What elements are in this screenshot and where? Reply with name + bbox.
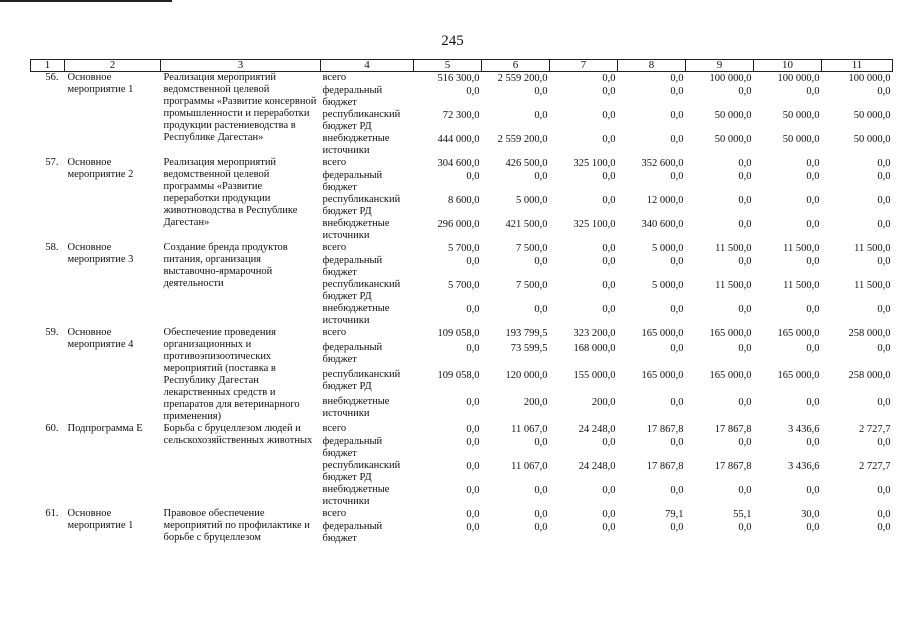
row-number: 57. bbox=[45, 157, 59, 168]
table-row bbox=[31, 423, 893, 436]
amount-cell: 0,0 bbox=[466, 304, 480, 315]
amount-cell: 0,0 bbox=[806, 86, 820, 97]
amount-cell: 79,1 bbox=[665, 509, 684, 520]
amount-cell: 168 000,0 bbox=[573, 342, 616, 354]
amount-cell: 24 248,0 bbox=[578, 424, 616, 435]
funding-source: внебюджетные источники bbox=[322, 484, 390, 507]
amount-cell: 8 600,0 bbox=[448, 195, 480, 206]
amount-cell: 0,0 bbox=[738, 485, 752, 496]
amount-cell: 0,0 bbox=[466, 256, 480, 267]
amount-cell: 0,0 bbox=[602, 304, 616, 315]
funding-source: республиканский бюджет РД bbox=[322, 460, 401, 483]
amount-cell: 11 067,0 bbox=[511, 424, 548, 435]
amount-cell: 50 000,0 bbox=[782, 134, 820, 145]
funding-source: всего bbox=[322, 327, 347, 338]
amount-cell: 0,0 bbox=[602, 485, 616, 496]
amount-cell: 0,0 bbox=[602, 195, 616, 206]
amount-cell: 0,0 bbox=[738, 171, 752, 182]
amount-cell: 0,0 bbox=[466, 396, 480, 408]
column-header: 9 bbox=[686, 60, 754, 72]
amount-cell: 296 000,0 bbox=[437, 219, 480, 230]
funding-source: федеральный бюджет bbox=[322, 255, 383, 278]
amount-cell: 165 000,0 bbox=[641, 369, 684, 381]
column-header: 2 bbox=[65, 60, 161, 72]
amount-cell: 0,0 bbox=[877, 396, 891, 408]
amount-cell: 155 000,0 bbox=[573, 369, 616, 381]
amount-cell: 0,0 bbox=[602, 110, 616, 121]
amount-cell: 30,0 bbox=[801, 509, 820, 520]
amount-cell: 5 700,0 bbox=[448, 280, 480, 291]
column-header: 6 bbox=[482, 60, 550, 72]
amount-cell: 5 000,0 bbox=[516, 195, 548, 206]
amount-cell: 0,0 bbox=[738, 522, 752, 533]
amount-cell: 55,1 bbox=[733, 509, 752, 520]
amount-cell: 0,0 bbox=[466, 424, 480, 435]
column-header: 1 bbox=[31, 60, 65, 72]
amount-cell: 0,0 bbox=[806, 171, 820, 182]
table-row bbox=[31, 157, 893, 170]
funding-source: республиканский бюджет РД bbox=[322, 109, 401, 132]
column-header: 7 bbox=[550, 60, 618, 72]
amount-cell: 2 727,7 bbox=[859, 461, 891, 472]
amount-cell: 340 600,0 bbox=[641, 219, 684, 230]
amount-cell: 72 300,0 bbox=[442, 110, 480, 121]
amount-cell: 165 000,0 bbox=[777, 328, 820, 339]
amount-cell: 7 500,0 bbox=[516, 280, 548, 291]
funding-source: федеральный бюджет bbox=[322, 341, 383, 365]
top-rule bbox=[0, 0, 172, 2]
amount-cell: 17 867,8 bbox=[714, 461, 752, 472]
event-description: Реализация мероприятий ведомственной целевой программы «Развитие консервной промышленности и переработки продукции растениеводства в Республике Дагестан» bbox=[163, 72, 317, 143]
amount-cell: 0,0 bbox=[877, 485, 891, 496]
amount-cell: 0,0 bbox=[534, 522, 548, 533]
amount-cell: 11 500,0 bbox=[715, 280, 752, 291]
amount-cell: 0,0 bbox=[670, 396, 684, 408]
event-name: Основное мероприятие 1 bbox=[67, 72, 134, 95]
table-row bbox=[31, 72, 893, 86]
amount-cell: 0,0 bbox=[602, 243, 616, 254]
amount-cell: 304 600,0 bbox=[437, 158, 480, 169]
amount-cell: 193 799,5 bbox=[505, 328, 548, 339]
amount-cell: 100 000,0 bbox=[777, 73, 820, 84]
amount-cell: 0,0 bbox=[738, 158, 752, 169]
amount-cell: 0,0 bbox=[738, 219, 752, 230]
funding-source: республиканский бюджет РД bbox=[322, 368, 401, 392]
amount-cell: 0,0 bbox=[806, 437, 820, 448]
amount-cell: 0,0 bbox=[602, 280, 616, 291]
amount-cell: 165 000,0 bbox=[641, 328, 684, 339]
amount-cell: 0,0 bbox=[806, 158, 820, 169]
event-name: Подпрограмма Е bbox=[67, 423, 143, 434]
amount-cell: 0,0 bbox=[534, 86, 548, 97]
event-description: Реализация мероприятий ведомственной целевой программы «Развитие переработки продукции животноводства в Республике Дагестан» bbox=[163, 157, 298, 228]
amount-cell: 0,0 bbox=[670, 73, 684, 84]
amount-cell: 0,0 bbox=[738, 256, 752, 267]
amount-cell: 0,0 bbox=[602, 134, 616, 145]
amount-cell: 0,0 bbox=[602, 522, 616, 533]
amount-cell: 2 727,7 bbox=[859, 424, 891, 435]
amount-cell: 0,0 bbox=[602, 171, 616, 182]
amount-cell: 50 000,0 bbox=[782, 110, 820, 121]
amount-cell: 325 100,0 bbox=[573, 158, 616, 169]
event-name: Основное мероприятие 3 bbox=[67, 242, 134, 265]
budget-table bbox=[30, 59, 893, 545]
amount-cell: 0,0 bbox=[466, 522, 480, 533]
event-description: Борьба с бруцеллезом людей и сельскохозяйственных животных bbox=[163, 423, 313, 446]
amount-cell: 5 000,0 bbox=[652, 243, 684, 254]
amount-cell: 0,0 bbox=[670, 256, 684, 267]
amount-cell: 120 000,0 bbox=[505, 369, 548, 381]
amount-cell: 11 500,0 bbox=[854, 280, 891, 291]
column-header: 8 bbox=[618, 60, 686, 72]
amount-cell: 0,0 bbox=[806, 485, 820, 496]
funding-source: внебюджетные источники bbox=[322, 395, 390, 419]
amount-cell: 0,0 bbox=[670, 171, 684, 182]
amount-cell: 0,0 bbox=[670, 342, 684, 354]
amount-cell: 3 436,6 bbox=[788, 461, 820, 472]
amount-cell: 0,0 bbox=[466, 437, 480, 448]
amount-cell: 426 500,0 bbox=[505, 158, 548, 169]
amount-cell: 0,0 bbox=[738, 304, 752, 315]
funding-source: внебюджетные источники bbox=[322, 218, 390, 241]
amount-cell: 0,0 bbox=[534, 256, 548, 267]
amount-cell: 0,0 bbox=[877, 304, 891, 315]
amount-cell: 24 248,0 bbox=[578, 461, 616, 472]
amount-cell: 100 000,0 bbox=[709, 73, 752, 84]
column-header: 5 bbox=[414, 60, 482, 72]
row-number: 60. bbox=[45, 423, 59, 434]
row-number: 59. bbox=[45, 327, 59, 338]
event-description: Обеспечение проведения организационных и противоэпизоотических мероприятий (поставка в Республику Дагестан лекарственных средств и препаратов для ветеринарного применения) bbox=[163, 327, 300, 422]
amount-cell: 258 000,0 bbox=[848, 328, 891, 339]
table-row bbox=[31, 327, 893, 342]
amount-cell: 0,0 bbox=[534, 110, 548, 121]
column-header: 11 bbox=[822, 60, 893, 72]
table-row bbox=[31, 508, 893, 521]
amount-cell: 325 100,0 bbox=[573, 219, 616, 230]
amount-cell: 0,0 bbox=[738, 437, 752, 448]
amount-cell: 0,0 bbox=[466, 171, 480, 182]
funding-source: всего bbox=[322, 72, 347, 83]
funding-source: всего bbox=[322, 242, 347, 253]
amount-cell: 0,0 bbox=[534, 304, 548, 315]
column-header: 3 bbox=[161, 60, 321, 72]
funding-source: всего bbox=[322, 508, 347, 519]
amount-cell: 0,0 bbox=[877, 509, 891, 520]
amount-cell: 0,0 bbox=[534, 437, 548, 448]
row-number: 56. bbox=[45, 72, 59, 83]
amount-cell: 0,0 bbox=[877, 437, 891, 448]
amount-cell: 258 000,0 bbox=[848, 369, 891, 381]
event-description: Правовое обеспечение мероприятий по профилактике и борьбе с бруцеллезом bbox=[163, 508, 310, 543]
amount-cell: 11 067,0 bbox=[511, 461, 548, 472]
amount-cell: 0,0 bbox=[534, 509, 548, 520]
amount-cell: 444 000,0 bbox=[437, 134, 480, 145]
amount-cell: 17 867,8 bbox=[646, 461, 684, 472]
amount-cell: 0,0 bbox=[806, 396, 820, 408]
funding-source: внебюджетные источники bbox=[322, 133, 390, 156]
amount-cell: 7 500,0 bbox=[516, 243, 548, 254]
column-header: 4 bbox=[321, 60, 414, 72]
amount-cell: 0,0 bbox=[738, 86, 752, 97]
amount-cell: 17 867,8 bbox=[714, 424, 752, 435]
amount-cell: 0,0 bbox=[670, 522, 684, 533]
amount-cell: 5 000,0 bbox=[652, 280, 684, 291]
amount-cell: 0,0 bbox=[877, 158, 891, 169]
page-number: 245 bbox=[441, 33, 464, 49]
row-number: 58. bbox=[45, 242, 59, 253]
amount-cell: 109 058,0 bbox=[437, 328, 480, 339]
amount-cell: 165 000,0 bbox=[709, 369, 752, 381]
amount-cell: 516 300,0 bbox=[437, 73, 480, 84]
amount-cell: 0,0 bbox=[466, 509, 480, 520]
amount-cell: 0,0 bbox=[670, 86, 684, 97]
amount-cell: 2 559 200,0 bbox=[497, 134, 548, 145]
amount-cell: 0,0 bbox=[466, 461, 480, 472]
amount-cell: 0,0 bbox=[806, 304, 820, 315]
amount-cell: 0,0 bbox=[806, 522, 820, 533]
funding-source: республиканский бюджет РД bbox=[322, 279, 401, 302]
amount-cell: 165 000,0 bbox=[777, 369, 820, 381]
amount-cell: 12 000,0 bbox=[646, 195, 684, 206]
amount-cell: 0,0 bbox=[806, 219, 820, 230]
amount-cell: 0,0 bbox=[602, 437, 616, 448]
column-header: 10 bbox=[754, 60, 822, 72]
funding-source: федеральный бюджет bbox=[322, 85, 383, 108]
amount-cell: 50 000,0 bbox=[853, 110, 891, 121]
amount-cell: 0,0 bbox=[806, 342, 820, 354]
funding-source: внебюджетные источники bbox=[322, 303, 390, 326]
table-row bbox=[31, 242, 893, 255]
amount-cell: 73 599,5 bbox=[510, 342, 548, 354]
amount-cell: 0,0 bbox=[738, 195, 752, 206]
amount-cell: 0,0 bbox=[670, 110, 684, 121]
amount-cell: 11 500,0 bbox=[783, 243, 820, 254]
amount-cell: 0,0 bbox=[534, 171, 548, 182]
event-name: Основное мероприятие 1 bbox=[67, 508, 134, 531]
amount-cell: 200,0 bbox=[591, 396, 616, 408]
amount-cell: 0,0 bbox=[670, 134, 684, 145]
amount-cell: 11 500,0 bbox=[854, 243, 891, 254]
amount-cell: 323 200,0 bbox=[573, 328, 616, 339]
amount-cell: 0,0 bbox=[738, 396, 752, 408]
amount-cell: 0,0 bbox=[602, 86, 616, 97]
amount-cell: 0,0 bbox=[670, 304, 684, 315]
funding-source: федеральный бюджет bbox=[322, 436, 383, 459]
amount-cell: 0,0 bbox=[670, 437, 684, 448]
amount-cell: 0,0 bbox=[877, 342, 891, 354]
amount-cell: 0,0 bbox=[602, 509, 616, 520]
amount-cell: 421 500,0 bbox=[505, 219, 548, 230]
amount-cell: 2 559 200,0 bbox=[497, 73, 548, 84]
amount-cell: 0,0 bbox=[806, 195, 820, 206]
amount-cell: 352 600,0 bbox=[641, 158, 684, 169]
amount-cell: 0,0 bbox=[466, 342, 480, 354]
amount-cell: 0,0 bbox=[466, 485, 480, 496]
column-number-row bbox=[31, 60, 893, 72]
funding-source: всего bbox=[322, 157, 347, 168]
amount-cell: 3 436,6 bbox=[788, 424, 820, 435]
amount-cell: 0,0 bbox=[534, 485, 548, 496]
amount-cell: 50 000,0 bbox=[853, 134, 891, 145]
funding-source: республиканский бюджет РД bbox=[322, 194, 401, 217]
amount-cell: 109 058,0 bbox=[437, 369, 480, 381]
amount-cell: 0,0 bbox=[877, 86, 891, 97]
amount-cell: 0,0 bbox=[877, 195, 891, 206]
funding-source: всего bbox=[322, 423, 347, 434]
event-description: Создание бренда продуктов питания, организация выставочно-ярмарочной деятельности bbox=[163, 242, 288, 289]
amount-cell: 11 500,0 bbox=[715, 243, 752, 254]
event-name: Основное мероприятие 4 bbox=[67, 327, 134, 350]
amount-cell: 0,0 bbox=[602, 256, 616, 267]
amount-cell: 0,0 bbox=[738, 342, 752, 354]
amount-cell: 11 500,0 bbox=[783, 280, 820, 291]
amount-cell: 50 000,0 bbox=[714, 110, 752, 121]
funding-source: федеральный бюджет bbox=[322, 521, 383, 544]
budget-table-body bbox=[31, 72, 893, 546]
event-name: Основное мероприятие 2 bbox=[67, 157, 134, 180]
amount-cell: 165 000,0 bbox=[709, 328, 752, 339]
amount-cell: 0,0 bbox=[806, 256, 820, 267]
amount-cell: 0,0 bbox=[466, 86, 480, 97]
amount-cell: 200,0 bbox=[523, 396, 548, 408]
amount-cell: 17 867,8 bbox=[646, 424, 684, 435]
row-number: 61. bbox=[45, 508, 59, 519]
amount-cell: 100 000,0 bbox=[848, 73, 891, 84]
funding-source: федеральный бюджет bbox=[322, 170, 383, 193]
amount-cell: 50 000,0 bbox=[714, 134, 752, 145]
amount-cell: 0,0 bbox=[877, 522, 891, 533]
amount-cell: 0,0 bbox=[877, 219, 891, 230]
amount-cell: 5 700,0 bbox=[448, 243, 480, 254]
amount-cell: 0,0 bbox=[670, 485, 684, 496]
amount-cell: 0,0 bbox=[602, 73, 616, 84]
amount-cell: 0,0 bbox=[877, 171, 891, 182]
amount-cell: 0,0 bbox=[877, 256, 891, 267]
